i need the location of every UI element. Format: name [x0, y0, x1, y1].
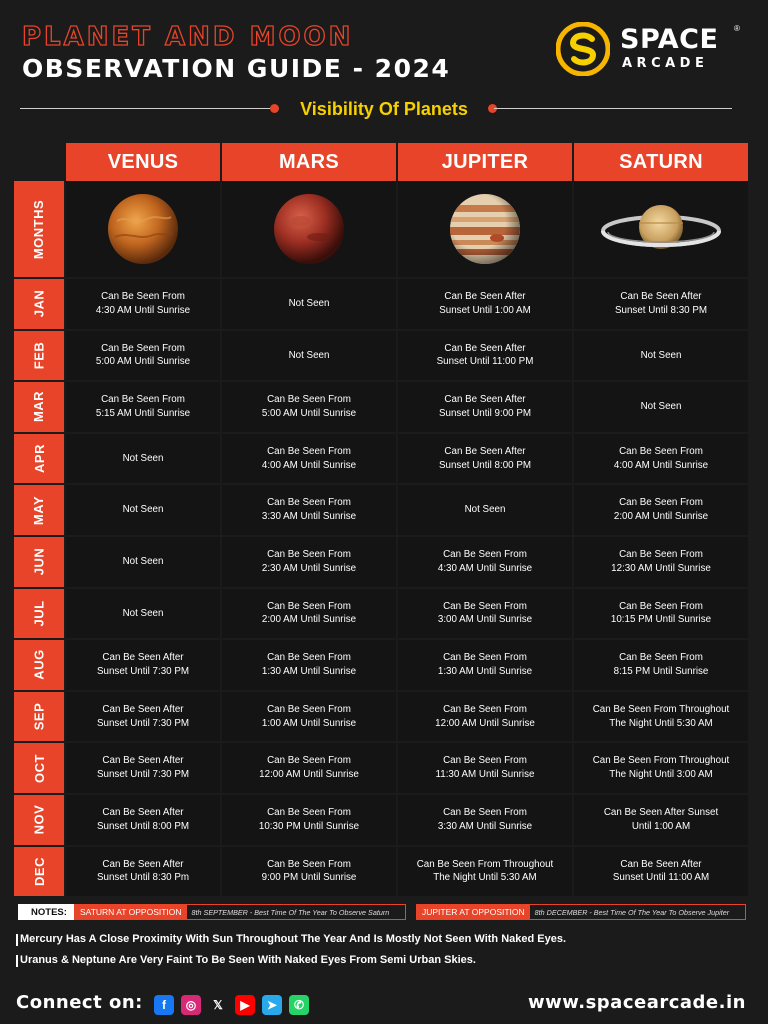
cell-oct-venus: Can Be Seen After Sunset Until 7:30 PM [66, 743, 220, 793]
cell-jun-saturn: Can Be Seen From 12:30 AM Until Sunrise [574, 537, 748, 587]
month-label-dec: DEC [14, 847, 64, 897]
column-header-jupiter: JUPITER [398, 143, 572, 181]
cell-aug-saturn: Can Be Seen From 8:15 PM Until Sunrise [574, 640, 748, 690]
venus-image-cell [66, 181, 220, 277]
saturn-opposition-tag: SATURN AT OPPOSITION [75, 905, 187, 919]
cell-jun-jupiter: Can Be Seen From 4:30 AM Until Sunrise [398, 537, 572, 587]
cell-sep-jupiter: Can Be Seen From 12:00 AM Until Sunrise [398, 692, 572, 742]
cell-feb-mars: Not Seen [222, 331, 396, 381]
cell-mar-mars: Can Be Seen From 5:00 AM Until Sunrise [222, 382, 396, 432]
cell-may-mars: Can Be Seen From 3:30 AM Until Sunrise [222, 485, 396, 535]
note-mercury: Mercury Has A Close Proximity With Sun Throughout The Year And Is Mostly Not Seen With Naked Eyes. [20, 933, 567, 945]
subtitle-rule-right [494, 108, 732, 109]
saturn-opposition-note [74, 904, 406, 920]
jupiter-opposition-tag: JUPITER AT OPPOSITION [417, 905, 530, 919]
logo-word-space: SPACE [620, 24, 719, 55]
cell-oct-mars: Can Be Seen From 12:00 AM Until Sunrise [222, 743, 396, 793]
cell-dec-venus: Can Be Seen After Sunset Until 8:30 Pm [66, 847, 220, 897]
month-label-aug: AUG [14, 640, 64, 690]
month-label-apr: APR [14, 434, 64, 484]
column-header-mars: MARS [222, 143, 396, 181]
month-label-mar: MAR [14, 382, 64, 432]
month-label-nov: NOV [14, 795, 64, 845]
cell-jan-jupiter: Can Be Seen After Sunset Until 1:00 AM [398, 279, 572, 329]
logo-word-arcade: ARCADE [622, 56, 709, 71]
cell-jul-venus: Not Seen [66, 589, 220, 639]
cell-sep-saturn: Can Be Seen From Throughout The Night Until 5:30 AM [574, 692, 748, 742]
saturn-planet-image [599, 201, 723, 257]
cell-jul-saturn: Can Be Seen From 10:15 PM Until Sunrise [574, 589, 748, 639]
cell-may-jupiter: Not Seen [398, 485, 572, 535]
jupiter-opposition-text: 8th DECEMBER - Best Time Of The Year To Observe Jupiter [534, 907, 730, 917]
cell-mar-jupiter: Can Be Seen After Sunset Until 9:00 PM [398, 382, 572, 432]
cell-nov-mars: Can Be Seen From 10:30 PM Until Sunrise [222, 795, 396, 845]
month-label-jun: JUN [14, 537, 64, 587]
cell-may-saturn: Can Be Seen From 2:00 AM Until Sunrise [574, 485, 748, 535]
cell-oct-jupiter: Can Be Seen From 11:30 AM Until Sunrise [398, 743, 572, 793]
mars-image-cell [222, 181, 396, 277]
month-label-feb: FEB [14, 331, 64, 381]
facebook-icon[interactable]: f [154, 995, 174, 1015]
cell-jul-jupiter: Can Be Seen From 3:00 AM Until Sunrise [398, 589, 572, 639]
cell-apr-venus: Not Seen [66, 434, 220, 484]
instagram-icon[interactable]: ◎ [181, 995, 201, 1015]
cell-mar-venus: Can Be Seen From 5:15 AM Until Sunrise [66, 382, 220, 432]
cell-feb-venus: Can Be Seen From 5:00 AM Until Sunrise [66, 331, 220, 381]
row-label-months: MONTHS [14, 181, 64, 277]
cell-nov-saturn: Can Be Seen After Sunset Until 1:00 AM [574, 795, 748, 845]
month-label-jan: JAN [14, 279, 64, 329]
logo-registered-mark: ® [734, 24, 740, 33]
youtube-icon[interactable]: ▶ [235, 995, 255, 1015]
jupiter-planet-image [447, 191, 523, 267]
cell-aug-jupiter: Can Be Seen From 1:30 AM Until Sunrise [398, 640, 572, 690]
saturn-image-cell [574, 181, 748, 277]
telegram-icon[interactable]: ➤ [262, 995, 282, 1015]
subtitle: Visibility Of Planets [300, 99, 468, 119]
cell-feb-jupiter: Can Be Seen After Sunset Until 11:00 PM [398, 331, 572, 381]
connect-label: Connect on: [16, 992, 143, 1013]
spiral-s-logo-icon [556, 22, 610, 76]
cell-jul-mars: Can Be Seen From 2:00 AM Until Sunrise [222, 589, 396, 639]
cell-dec-saturn: Can Be Seen After Sunset Until 11:00 AM [574, 847, 748, 897]
jupiter-image-cell [398, 181, 572, 277]
venus-planet-image [105, 191, 181, 267]
cell-feb-saturn: Not Seen [574, 331, 748, 381]
cell-mar-saturn: Not Seen [574, 382, 748, 432]
cell-jan-saturn: Can Be Seen After Sunset Until 8:30 PM [574, 279, 748, 329]
notes-bar [14, 901, 749, 923]
cell-dec-mars: Can Be Seen From 9:00 PM Until Sunrise [222, 847, 396, 897]
cell-dec-jupiter: Can Be Seen From Throughout The Night Until 5:30 AM [398, 847, 572, 897]
notes-label: NOTES: [18, 904, 80, 920]
x-icon[interactable]: 𝕏 [208, 995, 228, 1015]
mars-planet-image [271, 191, 347, 267]
month-label-jul: JUL [14, 589, 64, 639]
jupiter-opposition-note [416, 904, 746, 920]
cell-nov-jupiter: Can Be Seen From 3:30 AM Until Sunrise [398, 795, 572, 845]
cell-sep-mars: Can Be Seen From 1:00 AM Until Sunrise [222, 692, 396, 742]
cell-jan-mars: Not Seen [222, 279, 396, 329]
cell-oct-saturn: Can Be Seen From Throughout The Night Until 3:00 AM [574, 743, 748, 793]
website-link[interactable]: www.spacearcade.in [528, 992, 746, 1013]
month-label-sep: SEP [14, 692, 64, 742]
saturn-opposition-text: 8th SEPTEMBER - Best Time Of The Year To Observe Saturn [191, 907, 390, 917]
month-label-may: MAY [14, 485, 64, 535]
cell-apr-jupiter: Can Be Seen After Sunset Until 8:00 PM [398, 434, 572, 484]
cell-sep-venus: Can Be Seen After Sunset Until 7:30 PM [66, 692, 220, 742]
cell-jun-venus: Not Seen [66, 537, 220, 587]
cell-aug-mars: Can Be Seen From 1:30 AM Until Sunrise [222, 640, 396, 690]
cell-apr-mars: Can Be Seen From 4:00 AM Until Sunrise [222, 434, 396, 484]
title-line-2: OBSERVATION GUIDE - 2024 [22, 54, 451, 83]
cell-aug-venus: Can Be Seen After Sunset Until 7:30 PM [66, 640, 220, 690]
space-arcade-logo[interactable] [556, 22, 746, 78]
whatsapp-icon[interactable]: ✆ [289, 995, 309, 1015]
cell-jun-mars: Can Be Seen From 2:30 AM Until Sunrise [222, 537, 396, 587]
subtitle-rule-left [20, 108, 274, 109]
cell-may-venus: Not Seen [66, 485, 220, 535]
cell-nov-venus: Can Be Seen After Sunset Until 8:00 PM [66, 795, 220, 845]
month-label-oct: OCT [14, 743, 64, 793]
cell-apr-saturn: Can Be Seen From 4:00 AM Until Sunrise [574, 434, 748, 484]
note-uranus-neptune: Uranus & Neptune Are Very Faint To Be Seen With Naked Eyes From Semi Urban Skies. [20, 954, 476, 966]
column-header-venus: VENUS [66, 143, 220, 181]
column-header-saturn: SATURN [574, 143, 748, 181]
cell-jan-venus: Can Be Seen From 4:30 AM Until Sunrise [66, 279, 220, 329]
title-line-1: PLANET AND MOON [22, 22, 354, 52]
